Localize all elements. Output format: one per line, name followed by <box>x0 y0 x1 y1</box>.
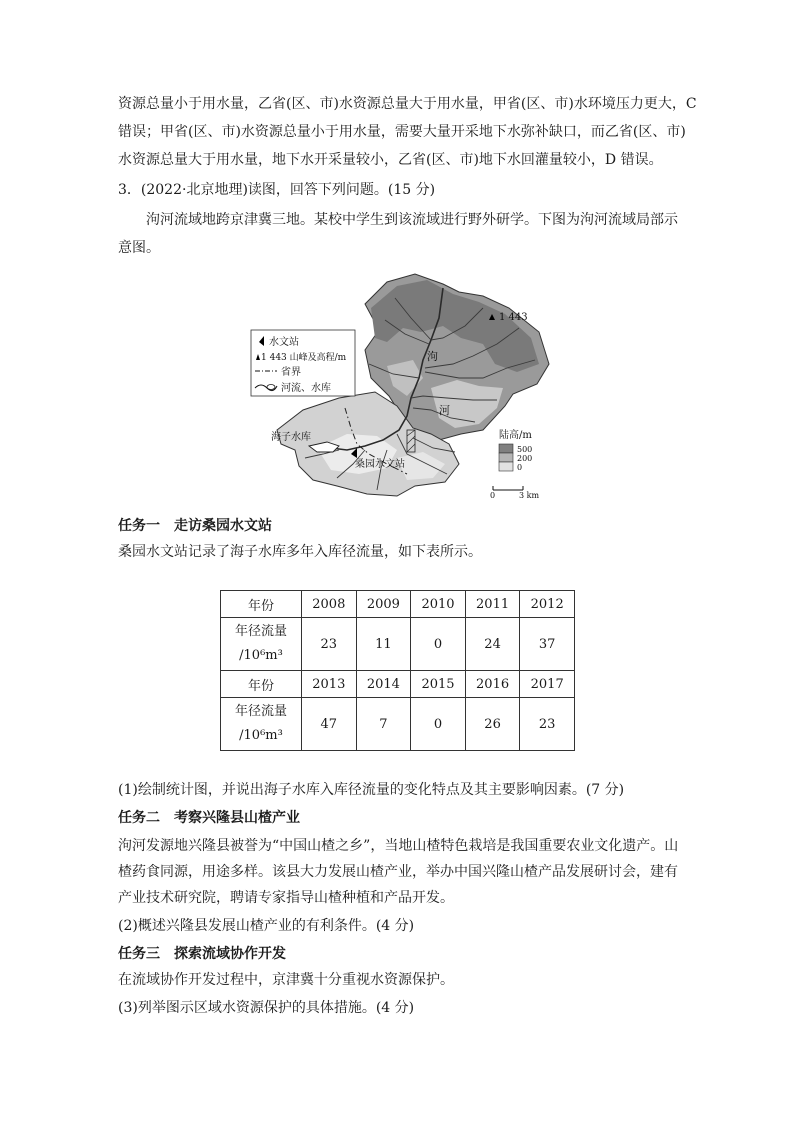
legend-peak: 1 443 山峰及高程/m <box>261 353 347 363</box>
table-cell: 26 <box>465 698 520 751</box>
runoff-table <box>220 590 575 751</box>
task1-title: 任务一 走访桑园水文站 <box>118 518 272 534</box>
table-cell: 11 <box>356 618 411 671</box>
elevation-500: 500 <box>517 445 533 454</box>
table-cell: 2013 <box>302 671 357 698</box>
table-cell: 2008 <box>302 591 357 618</box>
intro-line: 泃河流域地跨京津冀三地。某校中学生到该流域进行野外研学。下图为泃河流域局部示 <box>146 212 678 228</box>
question-3-heading: 3．(2022·北京地理)读图，回答下列问题。(15 分) <box>118 182 436 198</box>
table-cell: 24 <box>465 618 520 671</box>
elevation-swatch-mid <box>499 453 513 462</box>
flow-label <box>221 698 302 751</box>
scale-dist: 3 km <box>519 491 540 500</box>
task2-title: 任务二 考察兴隆县山楂产业 <box>118 810 300 826</box>
elevation-200: 200 <box>517 454 533 463</box>
river-basin-map <box>247 268 553 504</box>
task3-line: 在流域协作开发过程中，京津冀十分重视水资源保护。 <box>118 972 454 988</box>
table-row <box>221 698 575 751</box>
flow-label-line2: /10⁶m³ <box>239 648 283 663</box>
elevation-0: 0 <box>517 463 523 472</box>
table-row <box>221 591 575 618</box>
paragraph-line: 资源总量小于用水量，乙省(区、市)水资源总量大于用水量，甲省(区、市)水环境压力更大，C <box>118 96 697 112</box>
task2-line: 产业技术研究院，聘请专家指导山楂种植和产品开发。 <box>118 890 454 906</box>
elevation-swatch-high <box>499 444 513 453</box>
table-cell: 0 <box>411 698 466 751</box>
task2-line: 楂药食同源，用途多样。该县大力发展山楂产业，举办中国兴隆山楂产品发展研讨会，建有 <box>118 864 678 880</box>
table-cell: 23 <box>302 618 357 671</box>
table-cell: 2014 <box>356 671 411 698</box>
elevation-title: 陆高/m <box>499 430 532 441</box>
legend-border: 省界 <box>281 367 301 378</box>
flow-label-line1: 年径流量 <box>234 704 287 719</box>
table-cell: 37 <box>520 618 575 671</box>
paragraph-line: 水资源总量大于用水量，地下水开采量较小，乙省(区、市)地下水回灌量较小，D 错误。 <box>118 152 663 168</box>
table-cell: 0 <box>411 618 466 671</box>
legend-station: 水文站 <box>269 337 299 348</box>
paragraph-line: 错误；甲省(区、市)水资源总量小于用水量，需要大量开采地下水弥补缺口，而乙省(区、市) <box>118 124 686 140</box>
year-label: 年份 <box>221 591 302 618</box>
year-label: 年份 <box>221 671 302 698</box>
task2-line: 泃河发源地兴隆县被誉为“中国山楂之乡”，当地山楂特色栽培是我国重要农业文化遗产。山 <box>118 838 679 854</box>
flow-label <box>221 618 302 671</box>
elevation-swatch-low <box>499 462 513 471</box>
table-cell: 2011 <box>465 591 520 618</box>
station-label: 桑园水文站 <box>355 459 405 470</box>
task1-desc: 桑园水文站记录了海子水库多年入库径流量，如下表所示。 <box>118 544 482 560</box>
question-3: (3)列举图示区域水资源保护的具体措施。(4 分) <box>118 1000 415 1016</box>
river-label-1: 泃 <box>427 350 438 363</box>
table-cell: 7 <box>356 698 411 751</box>
question-2: (2)概述兴隆县发展山楂产业的有利条件。(4 分) <box>118 918 415 934</box>
table-cell: 2015 <box>411 671 466 698</box>
task3-title: 任务三 探索流域协作开发 <box>118 946 286 962</box>
table-row <box>221 618 575 671</box>
reservoir-label: 海子水库 <box>271 432 311 443</box>
table-cell: 47 <box>302 698 357 751</box>
table-cell: 2009 <box>356 591 411 618</box>
table-cell: 2017 <box>520 671 575 698</box>
table-cell: 2012 <box>520 591 575 618</box>
question-1: (1)绘制统计图，并说出海子水库入库径流量的变化特点及其主要影响因素。(7 分) <box>118 782 625 798</box>
table-cell: 2010 <box>411 591 466 618</box>
flow-label-line1: 年径流量 <box>234 624 287 639</box>
flow-label-line2: /10⁶m³ <box>239 728 283 743</box>
intro-line: 意图。 <box>118 240 160 256</box>
river-label-2: 河 <box>439 404 450 417</box>
table-cell: 2016 <box>465 671 520 698</box>
legend-river: 河流、水库 <box>281 383 331 394</box>
scale-zero: 0 <box>490 491 496 500</box>
table-cell: 23 <box>520 698 575 751</box>
table-row <box>221 671 575 698</box>
peak-label: 1 443 <box>499 312 528 323</box>
